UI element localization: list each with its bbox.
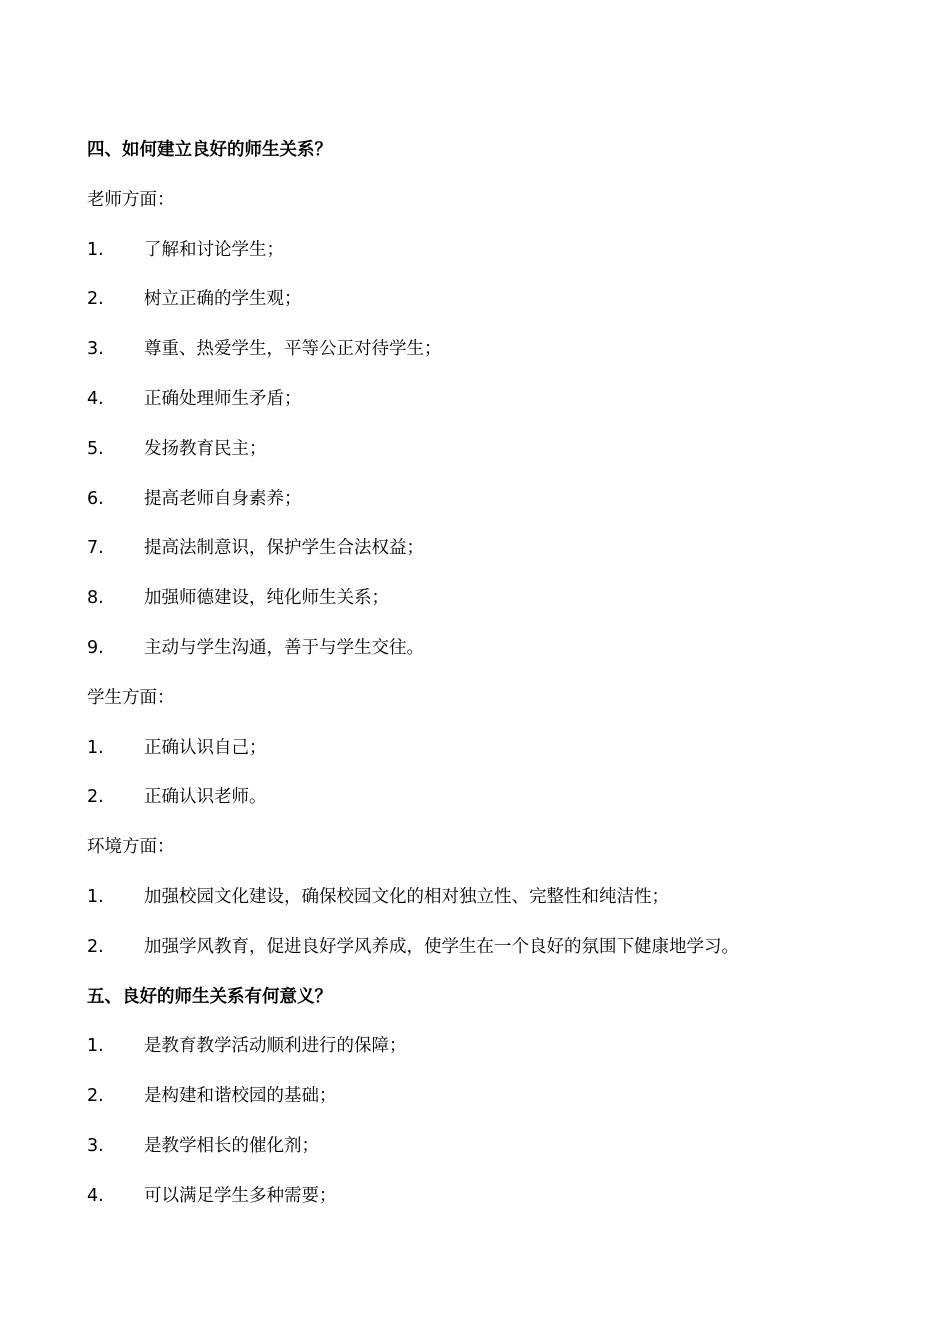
item-text: 正确处理师生矛盾；	[144, 388, 302, 409]
item-number: 2.	[87, 936, 104, 957]
list-item	[87, 635, 887, 685]
list-item	[87, 884, 887, 934]
item-number: 9.	[87, 637, 104, 658]
list-item	[87, 237, 887, 287]
item-text: 正确认识老师。	[144, 787, 267, 808]
section-heading: 四、如何建立良好的师生关系？	[87, 140, 332, 160]
item-number: 2.	[87, 289, 104, 310]
item-text: 是构建和谐校园的基础；	[144, 1086, 337, 1107]
item-text: 可以满足学生多种需要；	[144, 1185, 337, 1206]
item-number: 2.	[87, 1086, 104, 1107]
list-item	[87, 535, 887, 585]
list-item	[87, 1083, 887, 1133]
item-text: 提高法制意识，保护学生合法权益；	[144, 538, 424, 559]
group-label: 环境方面：	[87, 837, 175, 858]
item-text: 提高老师自身素养；	[144, 488, 302, 509]
section-heading: 五、良好的师生关系有何意义？	[87, 986, 332, 1007]
item-number: 1.	[87, 886, 104, 907]
item-text: 主动与学生沟通，善于与学生交往。	[144, 637, 424, 658]
document-page	[87, 137, 887, 1233]
list-item	[87, 585, 887, 635]
item-text: 了解和讨论学生；	[144, 239, 284, 260]
item-number: 4.	[87, 388, 104, 409]
item-number: 3.	[87, 339, 104, 360]
list-item	[87, 934, 887, 984]
item-number: 1.	[87, 1036, 104, 1057]
item-text: 加强校园文化建设，确保校园文化的相对独立性、完整性和纯洁性；	[144, 886, 669, 907]
list-item	[87, 1183, 887, 1233]
list-item	[87, 386, 887, 436]
group-label: 学生方面：	[87, 687, 175, 708]
list-item	[87, 1133, 887, 1183]
item-number: 6.	[87, 488, 104, 509]
item-number: 3.	[87, 1135, 104, 1156]
group-label: 老师方面：	[87, 189, 175, 210]
item-number: 1.	[87, 737, 104, 758]
item-text: 正确认识自己；	[144, 737, 267, 758]
item-number: 7.	[87, 538, 104, 559]
list-item	[87, 286, 887, 336]
item-number: 8.	[87, 588, 104, 609]
item-number: 5.	[87, 438, 104, 459]
list-item	[87, 735, 887, 785]
item-number: 2.	[87, 787, 104, 808]
item-text: 是教育教学活动顺利进行的保障；	[144, 1036, 407, 1057]
list-item	[87, 784, 887, 834]
item-text: 发扬教育民主；	[144, 438, 267, 459]
item-number: 1.	[87, 239, 104, 260]
item-text: 加强师德建设，纯化师生关系；	[144, 588, 389, 609]
item-number: 4.	[87, 1185, 104, 1206]
item-text: 是教学相长的催化剂；	[144, 1135, 319, 1156]
item-text: 尊重、热爱学生，平等公正对待学生；	[144, 339, 442, 360]
list-item	[87, 436, 887, 486]
list-item	[87, 1033, 887, 1083]
list-item	[87, 336, 887, 386]
list-item	[87, 486, 887, 536]
item-text: 加强学风教育，促进良好学风养成，使学生在一个良好的氛围下健康地学习。	[144, 936, 739, 957]
item-text: 树立正确的学生观；	[144, 289, 302, 310]
